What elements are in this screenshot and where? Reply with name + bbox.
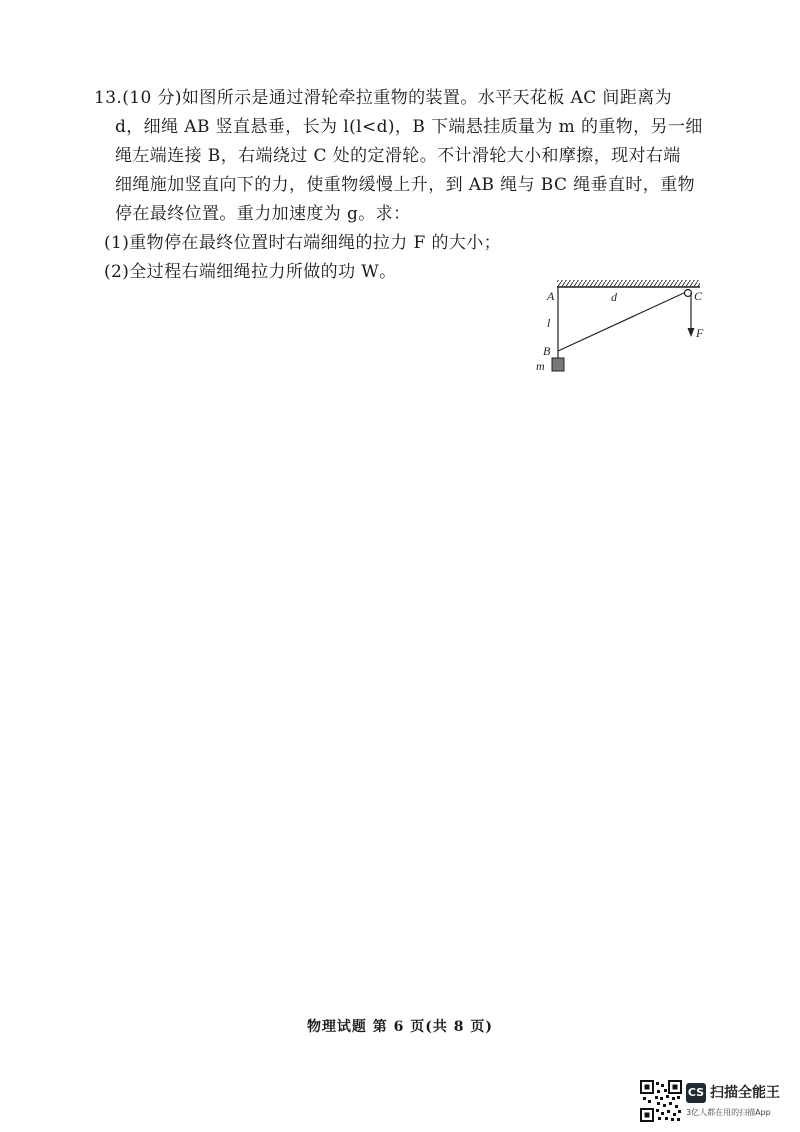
question-line-5: 停在最终位置。重力加速度为 g。求： [115, 204, 411, 224]
sub-question-2: (2)全过程右端细绳拉力所做的功 W。 [104, 262, 397, 282]
camscanner-logo: CS [686, 1083, 706, 1103]
question-13 [94, 84, 714, 287]
pulley-diagram [525, 276, 710, 376]
sub-question-1: (1)重物停在最终位置时右端细绳的拉力 F 的大小； [104, 233, 502, 253]
label-l: l [547, 316, 551, 330]
label-a: A [547, 289, 555, 303]
qr-code-icon [640, 1080, 682, 1122]
force-arrowhead [688, 328, 695, 337]
label-b: B [543, 344, 551, 358]
weight-block [552, 358, 564, 371]
question-line-1: 13.(10 分)如图所示是通过滑轮牵拉重物的装置。水平天花板 AC 间距离为 [94, 88, 673, 108]
page-footer: 物理试题 第 6 页(共 8 页) [306, 1019, 494, 1035]
rope-bc [558, 292, 686, 351]
watermark-app-name: 扫描全能王 [710, 1085, 780, 1101]
label-d: d [611, 290, 617, 304]
question-line-4: 细绳施加竖直向下的力，使重物缓慢上升，到 AB 绳与 BC 绳垂直时，重物 [115, 175, 695, 195]
question-line-3: 绳左端连接 B，右端绕过 C 处的定滑轮。不计滑轮大小和摩擦，现对右端 [115, 146, 681, 166]
label-f: F [696, 326, 704, 340]
ceiling-hatch [557, 280, 700, 287]
label-c: C [694, 289, 703, 303]
label-m: m [536, 359, 545, 373]
scanner-watermark [640, 1080, 790, 1122]
question-line-2: d，细绳 AB 竖直悬垂，长为 l(l<d)，B 下端悬挂质量为 m 的重物，另一细 [115, 117, 703, 137]
watermark-tagline: 3亿人都在用的扫描App [686, 1108, 771, 1117]
